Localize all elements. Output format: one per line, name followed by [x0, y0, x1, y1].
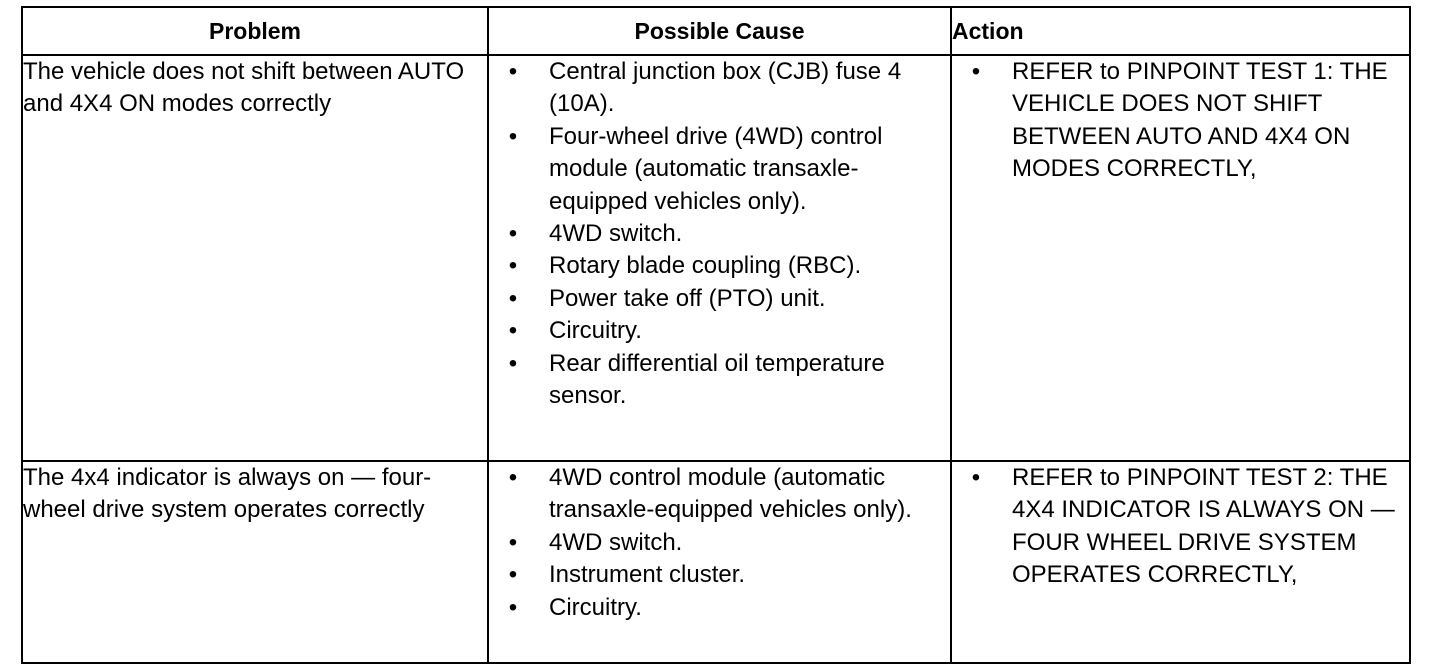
- problem-cell: The 4x4 indicator is always on — four-wheel drive system operates correctly: [22, 461, 488, 663]
- list-item: [952, 56, 1409, 186]
- cause-text: 4WD control module (automatic transaxle-equipped vehicles only).: [549, 464, 912, 524]
- cause-text: Circuitry.: [549, 593, 642, 621]
- header-action: Action: [951, 7, 1410, 55]
- bullet-icon: •: [971, 58, 981, 85]
- header-problem: Problem: [22, 7, 488, 55]
- cause-cell: [488, 461, 951, 663]
- bullet-icon: •: [508, 58, 518, 85]
- list-item: [489, 56, 950, 121]
- list-item: [489, 462, 950, 527]
- cause-text: Four-wheel drive (4WD) control module (automatic transaxle-equipped vehicles only).: [549, 122, 883, 215]
- bullet-icon: •: [508, 593, 518, 621]
- symptom-chart-table: [21, 6, 1411, 664]
- list-item: [489, 283, 950, 315]
- bullet-icon: •: [508, 220, 518, 248]
- bullet-icon: •: [508, 122, 518, 150]
- list-item: [489, 559, 950, 591]
- action-cell: [951, 461, 1410, 663]
- action-list: [952, 462, 1409, 592]
- list-item: [489, 250, 950, 282]
- cause-text: Rear differential oil temperature sensor.: [549, 349, 885, 410]
- problem-cell: The vehicle does not shift between AUTO and 4X4 ON modes correctly: [22, 55, 488, 461]
- table-row: [22, 55, 1410, 461]
- cause-text: 4WD switch.: [549, 528, 683, 556]
- bullet-icon: •: [508, 252, 518, 280]
- cause-text: Central junction box (CJB) fuse 4 (10A).: [549, 58, 902, 118]
- list-item: [489, 527, 950, 559]
- cause-text: Circuitry.: [549, 317, 642, 345]
- action-list: [952, 56, 1409, 186]
- cause-text: 4WD switch.: [549, 220, 683, 248]
- bullet-icon: •: [508, 284, 518, 312]
- bullet-icon: •: [508, 561, 518, 589]
- list-item: [489, 592, 950, 624]
- cause-cell: [488, 55, 951, 461]
- cause-text: Instrument cluster.: [549, 561, 746, 589]
- bullet-icon: •: [508, 317, 518, 345]
- cause-text: Rotary blade coupling (RBC).: [549, 252, 862, 280]
- table-row: [22, 461, 1410, 663]
- list-item: [489, 218, 950, 250]
- list-item: [489, 121, 950, 218]
- list-item: [952, 462, 1409, 592]
- action-text: REFER to PINPOINT TEST 1: THE VEHICLE DOES NOT SHIFT BETWEEN AUTO AND 4X4 ON MODES CORRECTLY,: [1012, 58, 1388, 183]
- list-item: [489, 348, 950, 413]
- bullet-icon: •: [508, 349, 518, 377]
- header-row: [22, 7, 1410, 55]
- cause-list: [489, 462, 950, 624]
- bullet-icon: •: [508, 464, 518, 491]
- action-cell: [951, 55, 1410, 461]
- cause-text: Power take off (PTO) unit.: [549, 284, 826, 312]
- header-possible-cause: Possible Cause: [488, 7, 951, 55]
- list-item: [489, 315, 950, 347]
- bullet-icon: •: [508, 528, 518, 556]
- cause-list: [489, 56, 950, 412]
- bullet-icon: •: [971, 464, 981, 491]
- diagnosis-table-sheet: [21, 6, 1409, 664]
- action-text: REFER to PINPOINT TEST 2: THE 4X4 INDICATOR IS ALWAYS ON — FOUR WHEEL DRIVE SYSTEM OPERATES CORRECTLY,: [1012, 464, 1395, 589]
